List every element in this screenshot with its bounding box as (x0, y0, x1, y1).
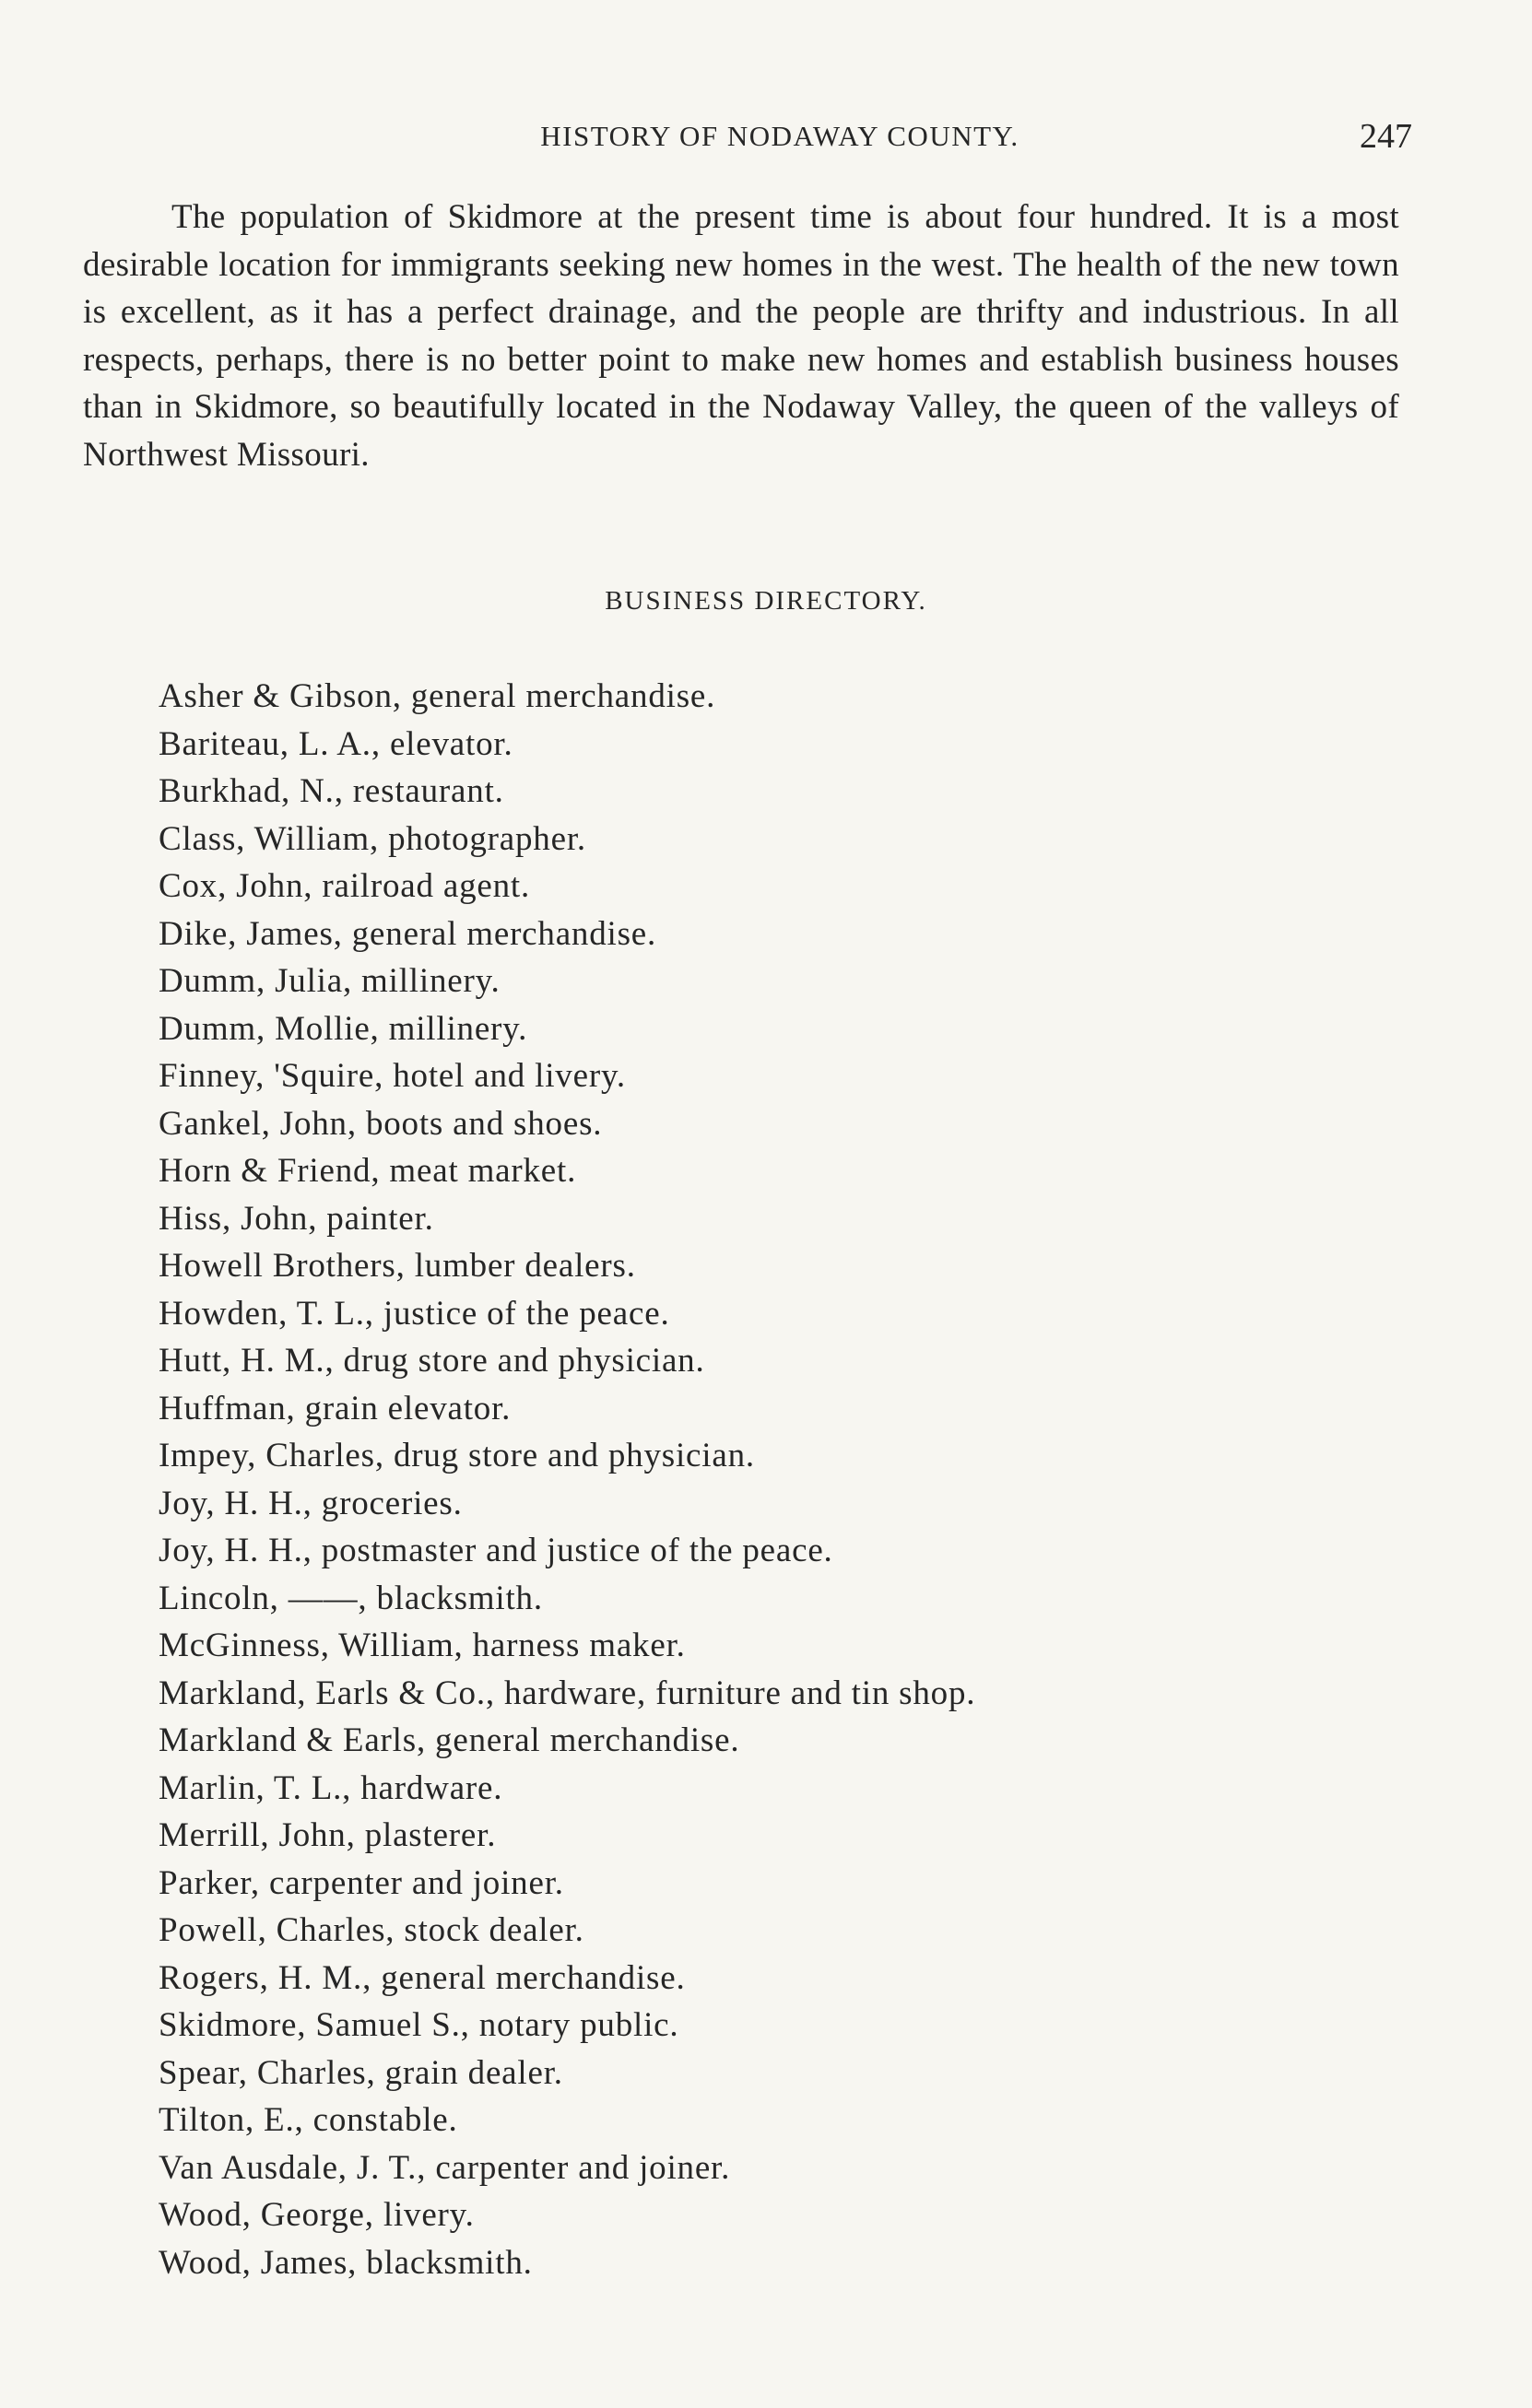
directory-entry: Marlin, T. L., hardware. (159, 1768, 503, 1807)
directory-entry: Spear, Charles, grain dealer. (159, 2053, 563, 2092)
directory-entry: Joy, H. H., postmaster and justice of the peace. (159, 1532, 833, 1569)
directory-entry: Horn & Friend, meat market. (159, 1152, 577, 1190)
directory-entry: Markland & Earls, general merchandise. (159, 1721, 740, 1759)
directory-entry: Hiss, John, painter. (159, 1199, 434, 1238)
intro-paragraph: The population of Skidmore at the present time is about four hundred. It is a most desirable location for immigrants seeking new homes in the west. The health of the new town is excellent, as it has a perfect drainage, and the people are thrifty and industrious. In all respects, perhaps, there is no better point to make new homes and establish business houses than in Skidmore, so beautifully located in the Nodaway Valley, the queen of the valleys of Northwest Missouri. (83, 198, 1399, 474)
directory-entry: Joy, H. H., groceries. (159, 1484, 463, 1522)
directory-entry: Markland, Earls & Co., hardware, furniture and tin shop. (159, 1674, 976, 1712)
directory-entry: Lincoln, ——, blacksmith. (159, 1579, 543, 1617)
section-heading: BUSINESS DIRECTORY. (605, 586, 927, 616)
running-head (147, 114, 1412, 160)
directory-entry: Asher & Gibson, general merchandise. (159, 677, 716, 715)
directory-entry: Bariteau, L. A., elevator. (159, 724, 513, 763)
directory-entry: Rogers, H. M., general merchandise. (159, 1958, 686, 1997)
directory-entry: Howell Brothers, lumber dealers. (159, 1247, 636, 1285)
directory-entry: Finney, 'Squire, hotel and livery. (159, 1057, 626, 1095)
page-number: 247 (1360, 117, 1412, 156)
running-title: HISTORY OF NODAWAY COUNTY. (540, 120, 1019, 152)
directory-entry: Wood, James, blacksmith. (159, 2243, 533, 2282)
directory-entry: Howden, T. L., justice of the peace. (159, 1294, 670, 1333)
business-directory-list (159, 673, 975, 2286)
directory-entry: Impey, Charles, drug store and physician. (159, 1437, 755, 1474)
directory-entry: Wood, George, livery. (159, 2196, 475, 2234)
directory-entry: McGinness, William, harness maker. (159, 1627, 686, 1664)
directory-entry: Van Ausdale, J. T., carpenter and joiner. (159, 2148, 731, 2187)
directory-entry: Skidmore, Samuel S., notary public. (159, 2006, 679, 2044)
directory-entry: Tilton, E., constable. (159, 2101, 458, 2139)
directory-entry: Dumm, Julia, millinery. (159, 962, 501, 1000)
directory-entry: Huffman, grain elevator. (159, 1389, 512, 1427)
directory-entry: Parker, carpenter and joiner. (159, 1863, 564, 1902)
directory-entry: Dumm, Mollie, millinery. (159, 1009, 528, 1048)
directory-entry: Burkhad, N., restaurant. (159, 772, 504, 810)
directory-entry: Powell, Charles, stock dealer. (159, 1911, 584, 1949)
directory-entry: Class, William, photographer. (159, 819, 586, 858)
directory-entry: Hutt, H. M., drug store and physician. (159, 1342, 705, 1380)
directory-entry: Cox, John, railroad agent. (159, 867, 531, 905)
directory-entry: Merrill, John, plasterer. (159, 1816, 497, 1854)
directory-entry: Dike, James, general merchandise. (159, 914, 657, 953)
directory-entry: Gankel, John, boots and shoes. (159, 1104, 603, 1143)
